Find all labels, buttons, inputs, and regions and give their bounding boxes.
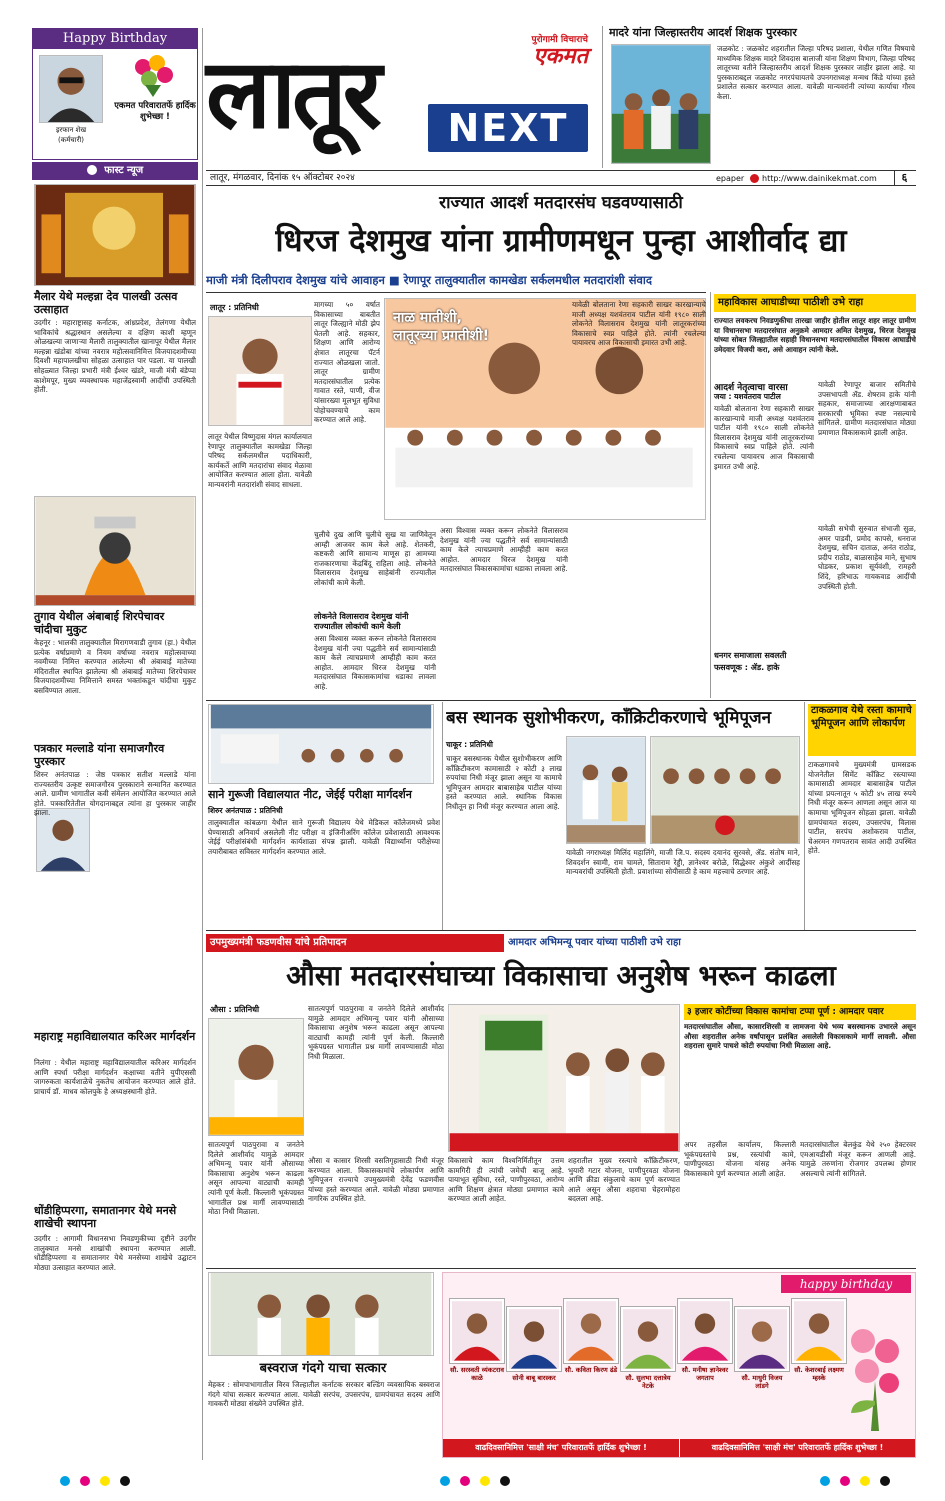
reg-mark-icon: [820, 1476, 830, 1486]
main-dateline: लातूर : प्रतिनिधी: [210, 303, 259, 312]
fast-news-text: फास्ट न्यूज: [104, 165, 144, 176]
ausa-body-1b: सातत्यपूर्ण पाठपुरावा व जनतेने दिलेले आशीर्वाद यामुळे आमदार अभिमन्यू पवार यांनी औसाच्या विकासाचा अनुशेष भरून काढला असून आपल्या वाट्याची कामही त्यांनी पूर्ण केली. किल्लारी भूकंपग्रस्त भागातील प्रश्न मार्गी लावण्यासाठी मोठा निधी मिळाला.: [308, 1004, 444, 1061]
birthday-box: [32, 28, 198, 160]
side-divider: [710, 292, 711, 698]
top-right-story: [602, 26, 916, 168]
reg-mark-icon: [460, 1476, 470, 1486]
brand-tag: पुरोगामी विचाराचे: [531, 35, 588, 45]
side-title: महाविकास आघाडीच्या पाठीशी उभे राहा: [718, 297, 864, 308]
top-right-body: जळकोट : जळकोट शहरातील जिल्हा परिषद प्रशाला, येथील गणित विषयाचे माध्यमिक शिक्षक मादरे शिवदास बालाजी यांना शिक्षण विभाग, जिल्हा परिषद लातूरच्या वतीने जिल्हास्तरीय आदर्श शिक्षक पुरस्कार जाहीर झाला आहे. या पुरस्काराबद्दल जळकोट नगरपंचायतचे उपनगराध्यक्ष मन्मथ किंडे यांच्या हस्ते प्रशालेत सत्कार करण्यात आला. यावेळी मान्यवरांनी त्यांच्या कार्याचा गौरव केला.: [717, 44, 915, 101]
news1-body: उदगीर : महाराष्ट्रासह कर्नाटक, आंध्रप्रदेश, तेलंगणा येथील भाविकांचे श्रद्धास्थान असलेल्या व दक्षिण काशी म्हणून ओळखल्या जाणाऱ्या मैलारी तालुक्यातील खानापूर येथील मैलार मल्हन्ना खंडोबा यांच्या नवरात्र महोत्सवानिमित्त विजयादशमीच्या दिवशी महापालखीचा सोहळा उत्साहात पार पडला. या पालखी सोहळ्यात जिल्हा प्रभारी मंत्री ईश्वर खंडरे, माजी मंत्री बंडेप्पा काशेमपूर, मुख्य व्यवस्थापक महाजेंद्रस्वामी आदींची उपस्थिती होती.: [34, 318, 196, 395]
birthday-person-name: सौ. माधुरी विजय लांडगे: [741, 1374, 783, 1390]
birthday-photo: [39, 55, 103, 123]
birthday-footer-1: [443, 1439, 679, 1457]
row3-rule: [206, 1268, 916, 1269]
bus-body-2: यावेळी नगराध्यक्ष मिलिंद महालिंगे, माजी जि.प. सदस्य दयानंद सुरवसे, ॲड. संतोष माने, शिवदर्शन स्वामी, राम चामले, सिताराम रेड्डी, ज्ञानेश्वर बरोळे, सिद्धेश्वर अंकुशे आदींसह मान्यवरांची उपस्थिती होती. प्रवाशांच्या सोयीसाठी हे काम महत्त्वाचे ठरणार आहे.: [566, 848, 800, 877]
news2-body: केहनूर : भालकी तालुक्यातील मिरागणवाडी तुगाव (हा.) येथील प्रत्येक वर्षाप्रमाणे व नियम वर्षाच्या नवरात्र महोत्सवाच्या नवमीच्या निमित्त करण्यात आलेल्या श्री अंबाबाई मातेच्या मंदिरातील स्थापित झालेल्या श्री अंबाबाई मातेच्या शिरपेचावर विजयादशमीच्या निमित्ताने समस्त भक्तांकडून चांदीचा मुकुट बसविण्यात आला.: [34, 638, 196, 695]
side-signature: धनगर समाजाला सवलती: [714, 651, 787, 660]
left-sidebar: [32, 28, 198, 1458]
reg-mark-icon: [120, 1476, 130, 1486]
bus-dateline: चाकूर : प्रतिनिधी: [446, 740, 493, 749]
ausa-body-6: मतदारसंघातील बेलकुंड येथे २५० हेक्टरवर एमआयडीसी मंजूर करून आणली आहे. यामुळे तरुणांना रोजगार उपलब्ध होणार असल्याचे त्यांनी सांगितले.: [800, 1140, 916, 1178]
road-divider: [804, 702, 805, 930]
birthday-band: [442, 1272, 916, 1458]
reg-mark-icon: [880, 1476, 890, 1486]
side-body-2: यावेळी रेणापूर बाजार समितीचे उपसभापती ॲड. शेषराव हाके यांनी सहकार, समाजाच्या आरक्षणाबाबत सरकारची भूमिका स्पष्ट नसल्याचे सांगितले. ग्रामीण मतदारसंघात मोठ्या प्रमाणात विकासकामे झाली आहेत.: [818, 380, 916, 437]
birthday-person-photo: [621, 1307, 675, 1371]
birthday-person-name: सोनी बाबू बारस्कर: [512, 1374, 556, 1382]
main-body-3: चुलीचे दुख आणि चुलीचे सुख या जाणिवेतून आम्ही आजवर काम केले आहे. शेतकरी, कष्टकरी आणि सामान्य माणूस हा आमच्या राजकारणाचा केंद्रबिंदू राहिला आहे. लोकनेते विलासराव देशमुख साहेबांनी राज्यातील लोकांची कामे केली.: [314, 530, 436, 587]
masthead-title: लातूर: [206, 38, 378, 150]
main-headline: धिरज देशमुख यांना ग्रामीणमधून पुन्हा आशीर्वाद द्या: [275, 223, 847, 259]
sidebar-divider: [202, 28, 203, 1460]
reg-mark-icon: [500, 1476, 510, 1486]
row2-rule: [206, 930, 916, 931]
basavraj-body: मेहकर : सोमपाभागातील विरव जिल्हातील कर्नाटक सरकार बल्डिंग व्यवसायिक बस्वराज गंदगे यांचा सत्कार करण्यात आला. यावेळी सरपंच, उपसरपंच, ग्रामपंचायत सदस्य आणि गावकरी मोठ्या संख्येने उपस्थित होते.: [208, 1380, 440, 1409]
ausa-kicker-red: उपमुख्यमंत्री फडणवीस यांचे प्रतिपादन: [206, 934, 504, 952]
news4-body: निलंगा : येथील महाराष्ट्र महाविद्यालयातील करिअर मार्गदर्शन आणि स्पर्धा परीक्षा मार्गदर्शन कक्षाच्या वतीने युपीएससी जागरुकता कार्यशाळेचे नुकतेच आयोजन करण्यात आले होते. प्राचार्य डॉ. माधव कोलपुके हे अध्यक्षस्थानी होते.: [34, 1058, 196, 1096]
ausa-main-photo: [448, 1004, 680, 1152]
birthday-person-name: सौ. सुलभा दत्तात्रेय नेटके: [625, 1374, 671, 1390]
news5-title: धोंडीहिप्परगा, समातानगर येथे मनसे शाखेची स्थापना: [34, 1204, 177, 1230]
main-body-1: मागच्या ५० वर्षात विकासाच्या बाबतीत लातूर जिल्ह्याने मोठी झेप घेतली आहे. सहकार, शिक्षण आणि आरोग्य क्षेत्रात लातूरचा पॅटर्न राज्यात ओळखला जातो. लातूर ग्रामीण मतदारसंघातील प्रत्येक गावात रस्ते, पाणी, वीज यांसारख्या मूलभूत सुविधा पोहोचवण्याचे काम करण्यात आले आहे.: [314, 300, 380, 425]
birthday-person-photo: [735, 1307, 789, 1371]
basavraj-title: बस्वराज गंदगे याचा सत्कार: [259, 1361, 387, 1376]
birthday-person-name: सौ. सरस्वती व्यंकटराव काळे: [450, 1366, 504, 1382]
news1-photo: [34, 184, 196, 286]
birthday-wish: एकमत परिवारातर्फे हार्दिक शुभेच्छा !: [114, 101, 196, 122]
birthday-footer-wish-2: वाढदिवसानिमित्त 'साक्षी मंच' परिवारातर्फे हार्दिक शुभेच्छा !: [711, 1443, 884, 1452]
news5-body: उदगीर : आगामी विधानसभा निवडणुकीच्या दृष्टीने उदगीर तालुक्यात मनसे शाखांची स्थापना करण्यात आली. धोंडीहिप्परगा व समातानगर येथे मनसेच्या शाखेचे उद्घाटन मोठ्या उत्साहात करण्यात आले.: [34, 1234, 196, 1272]
birthday-person-photo: [450, 1299, 504, 1363]
birthday-band-label: happy birthday: [781, 1275, 911, 1293]
website-link[interactable]: http://www.dainikekmat.com: [762, 174, 877, 183]
reg-mark-icon: [480, 1476, 490, 1486]
top-right-title: मादरे यांना जिल्हास्तरीय आदर्श शिक्षक पुरस्कार: [609, 26, 797, 39]
birthday-title: Happy Birthday: [33, 29, 197, 49]
side-sub-dateline: जया : यशवंतराव पाटील: [714, 392, 781, 401]
masthead: [206, 28, 596, 168]
bus-photo-2: [650, 736, 800, 844]
news3-body: शिरुर अनंतपाळ : जेष्ठ पत्रकार सतीश मल्लाडे यांना राज्यस्तरीय उत्कृष्ट समाजगौरव पुरस्काराने सन्मानित करण्यात आले. ग्रामीण भागातील कवी संमेलन आयोजित करण्यात आले होते. पत्रकारितेतील योगदानाबद्दल त्यांना हा पुरस्कार जाहीर झाला.: [34, 770, 196, 818]
next-label: NEXT: [447, 106, 569, 150]
school-title: साने गुरूजी विद्यालयात नीट, जेईई परीक्षा मार्गदर्शन: [208, 788, 412, 801]
side-body-1: यावेळी बोलताना रेणा सहकारी साखर कारखान्याचे माजी अध्यक्ष यशवंतराव पाटील यांनी १९८० साली लोकनेते विलासराव देशमुख यांनी लातूरकरांच्या विकासाचे स्वप्न पाहिले होते. त्यांनी रचलेल्या पायावरच आज विकासाची इमारत उभी आहे.: [572, 300, 706, 348]
birthday-person-photo: [678, 1299, 732, 1363]
school-photo: [208, 704, 434, 784]
ausa-highlight-body: मतदारसंघातील औसा, कासारशिरसी व लामजना येथे भव्य बसस्थानक उभारले असून औसा शहरातील अनेक वर्षांपासून प्रलंबित असलेली विकासकामे मार्गी लावली. औसा शहराला सुमारे पाचशे कोटी रुपयांचा निधी मिळाला आहे.: [684, 1022, 916, 1051]
bus-body-1: चाकूर बसस्थानक येथील सुशोभीकरण आणि काँक्रिटीकरण कामासाठी २ कोटी ३ लाख रुपयांचा निधी मंजूर झाला असून या कामाचे भूमिपूजन आमदार बाबासाहेब पाटील यांच्या हस्ते करण्यात आले. स्थानिक विकास निधीतून हा निधी मंजूर करण्यात आला आहे.: [446, 754, 562, 811]
birthday-person-name: सौ. केशरबाई लक्ष्मण म्हस्के: [794, 1366, 844, 1382]
birthday-person-card: [449, 1299, 505, 1382]
birthday-person-card: [620, 1307, 676, 1390]
main-body-4: असा विश्वास व्यक्त करून लोकनेते विलासराव देशमुख यांनी ज्या पद्धतीने सर्व सामान्यांसाठी काम केले त्याचप्रमाणे आम्हीही काम करत आहोत. आमदार धिरज देशमुख यांनी मतदारसंघात विकासकामांचा धडाका लावला आहे.: [440, 526, 568, 574]
birthday-person-name: सौ. कविता किरण ढंडे: [564, 1366, 618, 1374]
school-body: तालुक्यातील कांबळगा येथील साने गुरूजी विद्यालय येथे मेडिकल कॉलेजमध्ये प्रवेश घेण्यासाठी अनिवार्य असलेली नीट परीक्षा व इंजिनीअरिंग कॉलेज प्रवेशासाठी आवश्यक जेईई परीक्षांसंबंधी मार्गदर्शन कार्यशाळा संपन्न झाली. यावेळी विद्यार्थ्यांना परीक्षेच्या तयारीबाबत सविस्तर मार्गदर्शन करण्यात आले.: [208, 818, 440, 856]
ausa-highlight-title: ३ हजार कोटींच्या विकास कामांचा टप्पा पूर्ण : आमदार पवार: [687, 1007, 884, 1017]
row1-rule: [206, 700, 916, 701]
event-banner-text: नाळ मातीशी, लातूरच्या प्रगतीशी!: [393, 310, 489, 344]
birthday-role: (कर्मचारी): [58, 136, 84, 144]
main-kicker: राज्यात आदर्श मतदारसंघ घडवण्यासाठी: [439, 193, 683, 213]
page-number: ६: [894, 171, 914, 185]
birthday-person-photo: [507, 1307, 561, 1371]
basavraj-photo: [208, 1272, 434, 1356]
side-title-bar: [714, 294, 916, 312]
school-divider: [442, 702, 443, 930]
main-body-2: लातूर येथील विष्णुदास मंगल कार्यालयात रेणापूर तालुक्यातील कामखेडा जिल्हा परिषद सर्कलमधील पदाधिकारी, कार्यकर्ते आणि मतदारांचा संवाद मेळावा आयोजित करण्यात आला होता. यावेळी मान्यवरांनी मतदारांशी संवाद साधला.: [208, 432, 312, 489]
flower-icon: [843, 1321, 907, 1431]
birthday-person-card: [734, 1307, 790, 1390]
news-bullet-icon: [87, 165, 97, 175]
top-right-photo: [611, 44, 711, 164]
school-dateline: शिरुर अनंतपाळ : प्रतिनिधी: [208, 806, 283, 815]
dateline-bar: [206, 170, 916, 186]
news3-title: पत्रकार मल्लाडे यांना समाजगौरव पुरस्कार: [34, 742, 165, 768]
road-title: टाकळगाव येथे रस्ता कामाचे भूमिपूजन आणि लोकार्पण: [811, 705, 912, 729]
ausa-dateline: औसा : प्रतिनिधी: [210, 1005, 260, 1014]
reg-mark-icon: [60, 1476, 70, 1486]
main-subhead: माजी मंत्री दिलीपराव देशमुख यांचे आवाहन ■ रेणापूर तालुक्यातील कामखेडा सर्कलमधील मतदारांशी संवाद: [206, 273, 653, 287]
brand-name: एकमत: [533, 44, 588, 69]
next-logo: [428, 104, 588, 152]
ausa-kicker-bar: [206, 934, 916, 952]
ausa-kicker-blue: आमदार अभिमन्यू पवार यांच्या पाठीशी उभे राहा: [508, 937, 681, 948]
side-sig-name: फसवणूक : ॲड. हाके: [714, 663, 780, 672]
road-title-box: [808, 704, 916, 756]
side-body-3: यावेळी सभेची सुरुवात संभाजी सुळ, अमर पाडवी, प्रमोद कापसे, धनराज देशमुख, सचिन दाताळ, अनंत राठोड, प्रदीप राठोड, बाळासाहेब माने, सुभाष घोडकर, प्रकाश सूर्यवंशी, रामहरी शिंदे, हरिभाऊ गायकवाड आदींची उपस्थिती होती.: [818, 524, 916, 591]
ausa-highlight-box: [684, 1004, 916, 1020]
birthday-person-photo: [564, 1299, 618, 1363]
bouquet-icon: [129, 53, 177, 97]
side-intro: राज्यात लवकरच निवडणुकीचा तारखा जाहीर होतील लातूर शहर लातूर ग्रामीण या विधानसभा मतदारसंघात अनुक्रमे आमदार अमित देशमुख, धिरज देशमुख यांच्या सोबत जिल्ह्यातील सहाही विधानसभा मतदारसंघातील विकास आघाडीचे उमेदवार विजयी करा, असे आवाहन त्यांनी केले.: [714, 316, 916, 354]
news1-title: मैलार येथे मल्हन्ना देव पालखी उत्सव उत्साहात: [34, 290, 178, 316]
side-subtitle: आदर्श नेतृत्वाचा वारसा: [714, 383, 788, 393]
bus-photo-1: [566, 736, 646, 844]
epaper-label: epaper: [716, 174, 745, 183]
road-body: टाकळगावचे मुख्यमंत्री ग्रामसडक योजनेतील सिमेंट काँक्रिट रस्त्याच्या कामासाठी आमदार बाबासाहेब पाटील यांच्या प्रयत्नातून ५ कोटी ४५ लाख रुपये निधी मंजूर करून आणला असून आज या कामाचा भूमिपूजन सोहळा झाला. यावेळी ग्रामपंचायत सदस्य, उपसरपंच, विलास पाटील, सरपंच अशोकराव पाटील, चेअरमन गणपतराव सावंत आदी उपस्थित होते.: [808, 760, 916, 856]
birthday-person-card: [563, 1299, 619, 1374]
main-caption: लोकनेते विलासराव देशमुख यांनी राज्यातील लोकांची कामे केली: [314, 612, 409, 631]
ausa-photo-left: [208, 1018, 304, 1136]
globe-icon: [750, 174, 759, 183]
reg-mark-icon: [100, 1476, 110, 1486]
birthday-person-name: सौ. मनीषा ज्ञानेश्वर जगताप: [681, 1366, 729, 1382]
main-small-photo: [208, 316, 312, 426]
ausa-body-1: सातत्यपूर्ण पाठपुरावा व जनतेने दिलेले आशीर्वाद यामुळे आमदार अभिमन्यू पवार यांनी औसाच्या विकासाचा अनुशेष भरून काढला असून आपल्या वाट्याची कामही त्यांनी पूर्ण केली. किल्लारी भूकंपग्रस्त भागातील प्रश्न मार्गी लावण्यासाठी मोठा निधी मिळाला.: [208, 1140, 304, 1217]
birthday-person-photo: [792, 1299, 846, 1363]
side-body-1b: यावेळी बोलताना रेणा सहकारी साखर कारखान्याचे माजी अध्यक्ष यशवंतराव पाटील यांनी १९८० साली लोकनेते विलासराव देशमुख यांनी लातूरकरांच्या विकासाचे स्वप्न पाहिले होते. त्यांनी रचलेल्या पायावरच आज विकासाची इमारत उभी आहे.: [714, 404, 814, 471]
birthday-footer-2: [679, 1439, 915, 1457]
birthday-footer-wish-1: वाढदिवसानिमित्त 'साक्षी मंच' परिवारातर्फे हार्दिक शुभेच्छा !: [475, 1443, 647, 1452]
reg-mark-icon: [80, 1476, 90, 1486]
ausa-headline: औसा मतदारसंघाच्या विकासाचा अनुशेष भरून काढला: [286, 959, 836, 992]
news4-title: महाराष्ट्र महाविद्यालयात करिअर मार्गदर्शन: [34, 1030, 196, 1043]
birthday-person-card: [506, 1307, 562, 1382]
fast-news-label: [32, 162, 198, 180]
birthday-person-card: [791, 1299, 847, 1382]
ausa-body-3: विकासाचे काम विश्वनिर्मितीतून उत्तम कामगिरी ही त्यांची जमेची बाजू आहे. पायाभूत सुविधा, रस्ते, पाणीपुरवठा, आरोग्य आणि शिक्षण क्षेत्रात मोठ्या प्रमाणात कामे करण्यात आली आहेत.: [448, 1156, 564, 1204]
main-body-3b: असा विश्वास व्यक्त करून लोकनेते विलासराव देशमुख यांनी ज्या पद्धतीने सर्व सामान्यांसाठी काम केले त्याचप्रमाणे आम्हीही काम करत आहोत. आमदार धिरज देशमुख यांनी मतदारसंघात विकासकामांचा धडाका लावला आहे.: [314, 634, 436, 691]
ausa-body-5: अपर तहसील कार्यालय, किल्लारी भूकंपग्रस्तांचे प्रश्न, रस्त्यांची कामे, पाणीपुरवठा योजना यांसह अनेक विकासकामे पूर्ण करण्यात आली आहेत.: [684, 1140, 796, 1178]
news2-title: तुगाव येथील अंबाबाई शिरपेचावर चांदीचा मुकुट: [34, 610, 165, 636]
ausa-body-2: औसा व कासार शिरसी वसतिगृहासाठी निधी मंजूर करण्यात आला. विकासकामांचे लोकार्पण आणि भूमिपूजन राज्याचे उपमुख्यमंत्री देवेंद्र फडणवीस यांच्या हस्ते करण्यात आले. यावेळी मोठ्या प्रमाणात नागरिक उपस्थित होते.: [308, 1156, 444, 1204]
reg-mark-icon: [860, 1476, 870, 1486]
ausa-body-4: शहरातील मुख्य रस्त्याचे काँक्रिटीकरण, भुयारी गटार योजना, पाणीपुरवठा योजना आणि क्रीडा संकुलाचे काम पूर्ण करण्यात आले असून औसा शहराचा चेहरामोहरा बदलला आहे.: [568, 1156, 680, 1204]
birthday-name: इरफान शेख: [55, 126, 87, 134]
dateline: लातूर, मंगळवार, दिनांक १५ ऑक्टोबर २०२४: [210, 173, 355, 183]
news2-photo: [34, 496, 196, 606]
reg-mark-icon: [840, 1476, 850, 1486]
bus-title: बस स्थानक सुशोभीकरण, काँक्रिटीकरणाचे भूमिपूजन: [446, 708, 772, 728]
birthday-person-card: [677, 1299, 733, 1382]
main-rule: [206, 292, 706, 293]
reg-mark-icon: [440, 1476, 450, 1486]
